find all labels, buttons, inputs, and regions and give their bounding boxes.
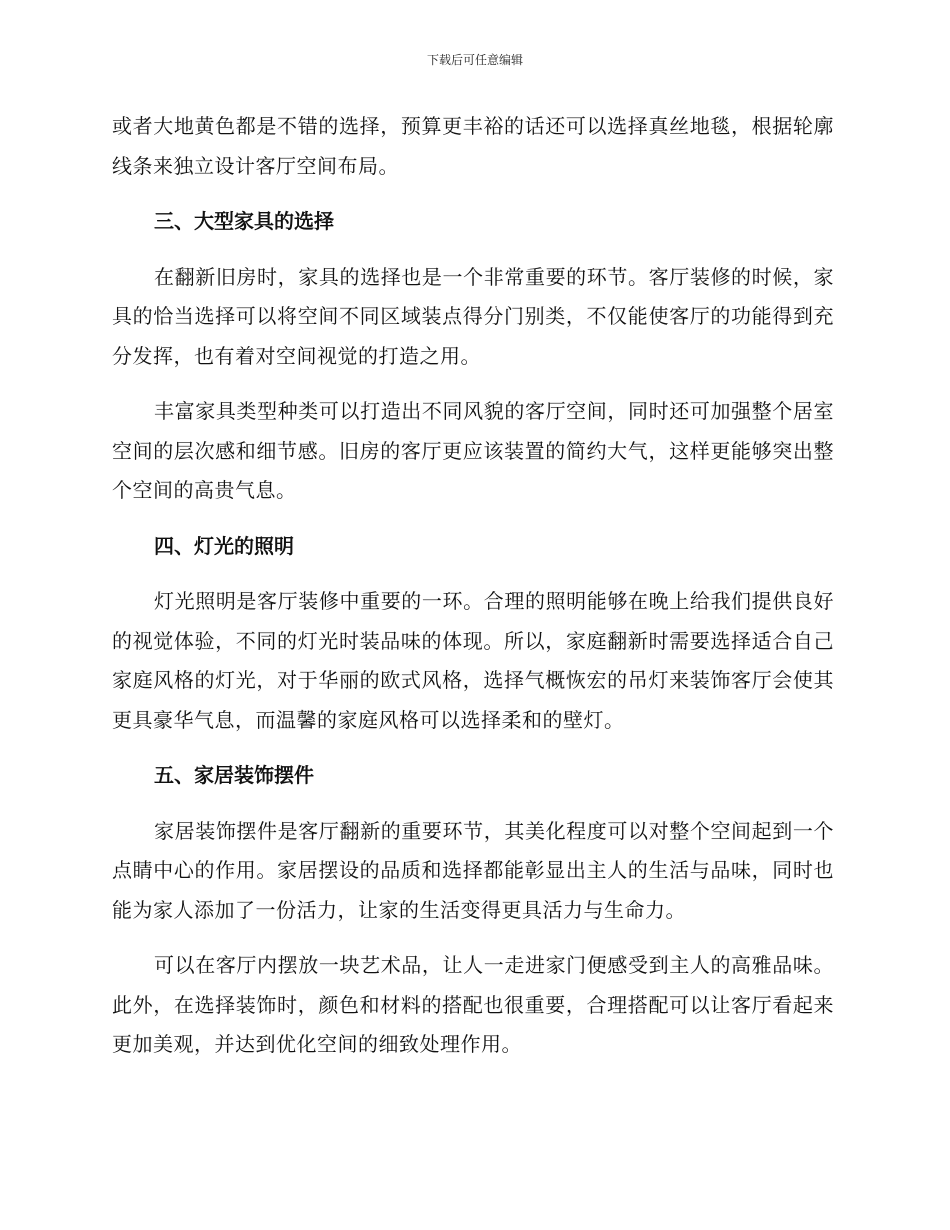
- section-heading-decor: 五、家居装饰摆件: [154, 763, 314, 787]
- decor-paragraph-1: 家居装饰摆件是客厅翻新的重要环节，其美化程度可以对整个空间起到一个点睛中心的作用。家居摆设的品质和选择都能彰显出主人的生活与品味，同时也能为家人添加了一份活力，让家的生活变得更具活力与生命力。: [112, 818, 834, 922]
- furniture-paragraph-1: 在翻新旧房时，家具的选择也是一个非常重要的环节。客厅装修的时候，家具的恰当选择可以将空间不同区域装点得分门别类，不仅能使客厅的功能得到充分发挥，也有着对空间视觉的打造之用。: [112, 264, 834, 368]
- page-header: 下载后可任意编辑: [426, 53, 523, 67]
- section-heading-lighting: 四、灯光的照明: [154, 533, 294, 558]
- intro-paragraph: 或者大地黄色都是不错的选择，预算更丰裕的话还可以选择真丝地毯，根据轮廓线条来独立设计客厅空间布局。: [112, 114, 834, 178]
- section-heading-furniture: 三、大型家具的选择: [154, 209, 334, 233]
- lighting-paragraph-1: 灯光照明是客厅装修中重要的一环。合理的照明能够在晚上给我们提供良好的视觉体验，不同的灯光时装品味的体现。所以，家庭翻新时需要选择适合自己家庭风格的灯光，对于华丽的欧式风格，选择气概恢宏的吊灯来装饰客厅会使其更具豪华气息，而温馨的家庭风格可以选择柔和的壁灯。: [112, 589, 834, 732]
- document-body: [112, 107, 834, 1065]
- decor-paragraph-2: 可以在客厅内摆放一块艺术品，让人一走进家门便感受到主人的高雅品味。此外，在选择装饰时，颜色和材料的搭配也很重要，合理搭配可以让客厅看起来更加美观，并达到优化空间的细致处理作用。: [112, 953, 834, 1056]
- furniture-paragraph-2: 丰富家具类型种类可以打造出不同风貌的客厅空间，同时还可加强整个居室空间的层次感和细节感。旧房的客厅更应该装置的简约大气，这样更能够突出整个空间的高贵气息。: [112, 399, 834, 502]
